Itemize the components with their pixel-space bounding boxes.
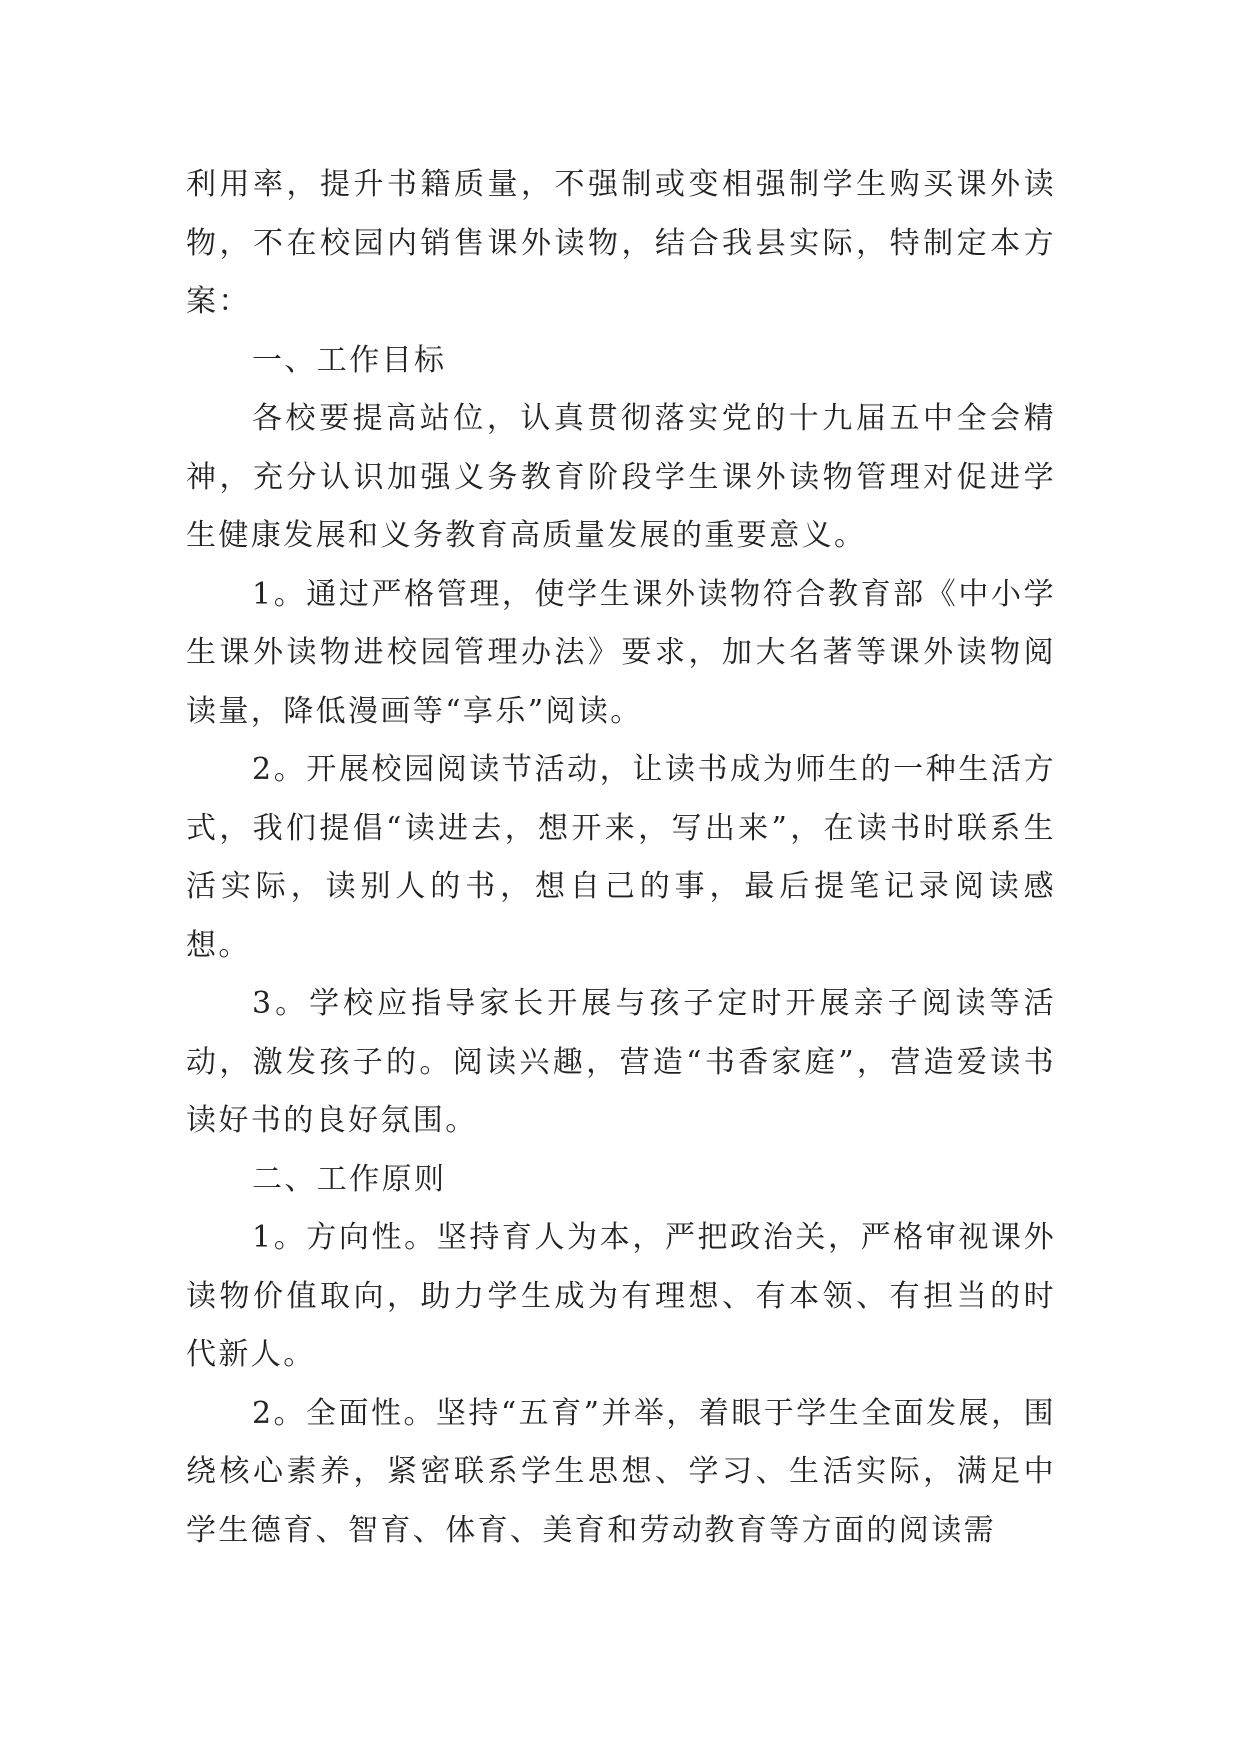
paragraph-goals-overview: 各校要提高站位，认真贯彻落实党的十九届五中全会精神，充分认识加强义务教育阶段学生课外读物管理对促进学生健康发展和义务教育高质量发展的重要意义。 <box>186 401 1056 553</box>
paragraph-intro-continuation: 利用率，提升书籍质量，不强制或变相强制学生购买课外读物，不在校园内销售课外读物，结合我县实际，特制定本方案： <box>186 167 1056 319</box>
heading-work-principles: 二、工作原则 <box>252 1161 447 1197</box>
paragraph-goal-1: 1。通过严格管理，使学生课外读物符合教育部《中小学生课外读物进校园管理办法》要求，加大名著等课外读物阅读量，降低漫画等“享乐”阅读。 <box>186 576 1056 729</box>
paragraph-goal-2: 2。开展校园阅读节活动，让读书成为师生的一种生活方式，我们提倡“读进去，想开来，写出来”，在读书时联系生活实际，读别人的书，想自己的事，最后提笔记录阅读感想。 <box>186 752 1056 963</box>
heading-work-goals: 一、工作目标 <box>252 342 447 378</box>
paragraph-goal-3: 3。学校应指导家长开展与孩子定时开展亲子阅读等活动，激发孩子的。阅读兴趣，营造“书香家庭”，营造爱读书读好书的良好氛围。 <box>186 986 1056 1138</box>
document-body <box>186 156 1056 1560</box>
paragraph-principle-1: 1。方向性。坚持育人为本，严把政治关，严格审视课外读物价值取向，助力学生成为有理想、有本领、有担当的时代新人。 <box>186 1220 1056 1372</box>
paragraph-principle-2: 2。全面性。坚持“五育”并举，着眼于学生全面发展，围绕核心素养，紧密联系学生思想、学习、生活实际，满足中学生德育、智育、体育、美育和劳动教育等方面的阅读需 <box>186 1395 1056 1548</box>
